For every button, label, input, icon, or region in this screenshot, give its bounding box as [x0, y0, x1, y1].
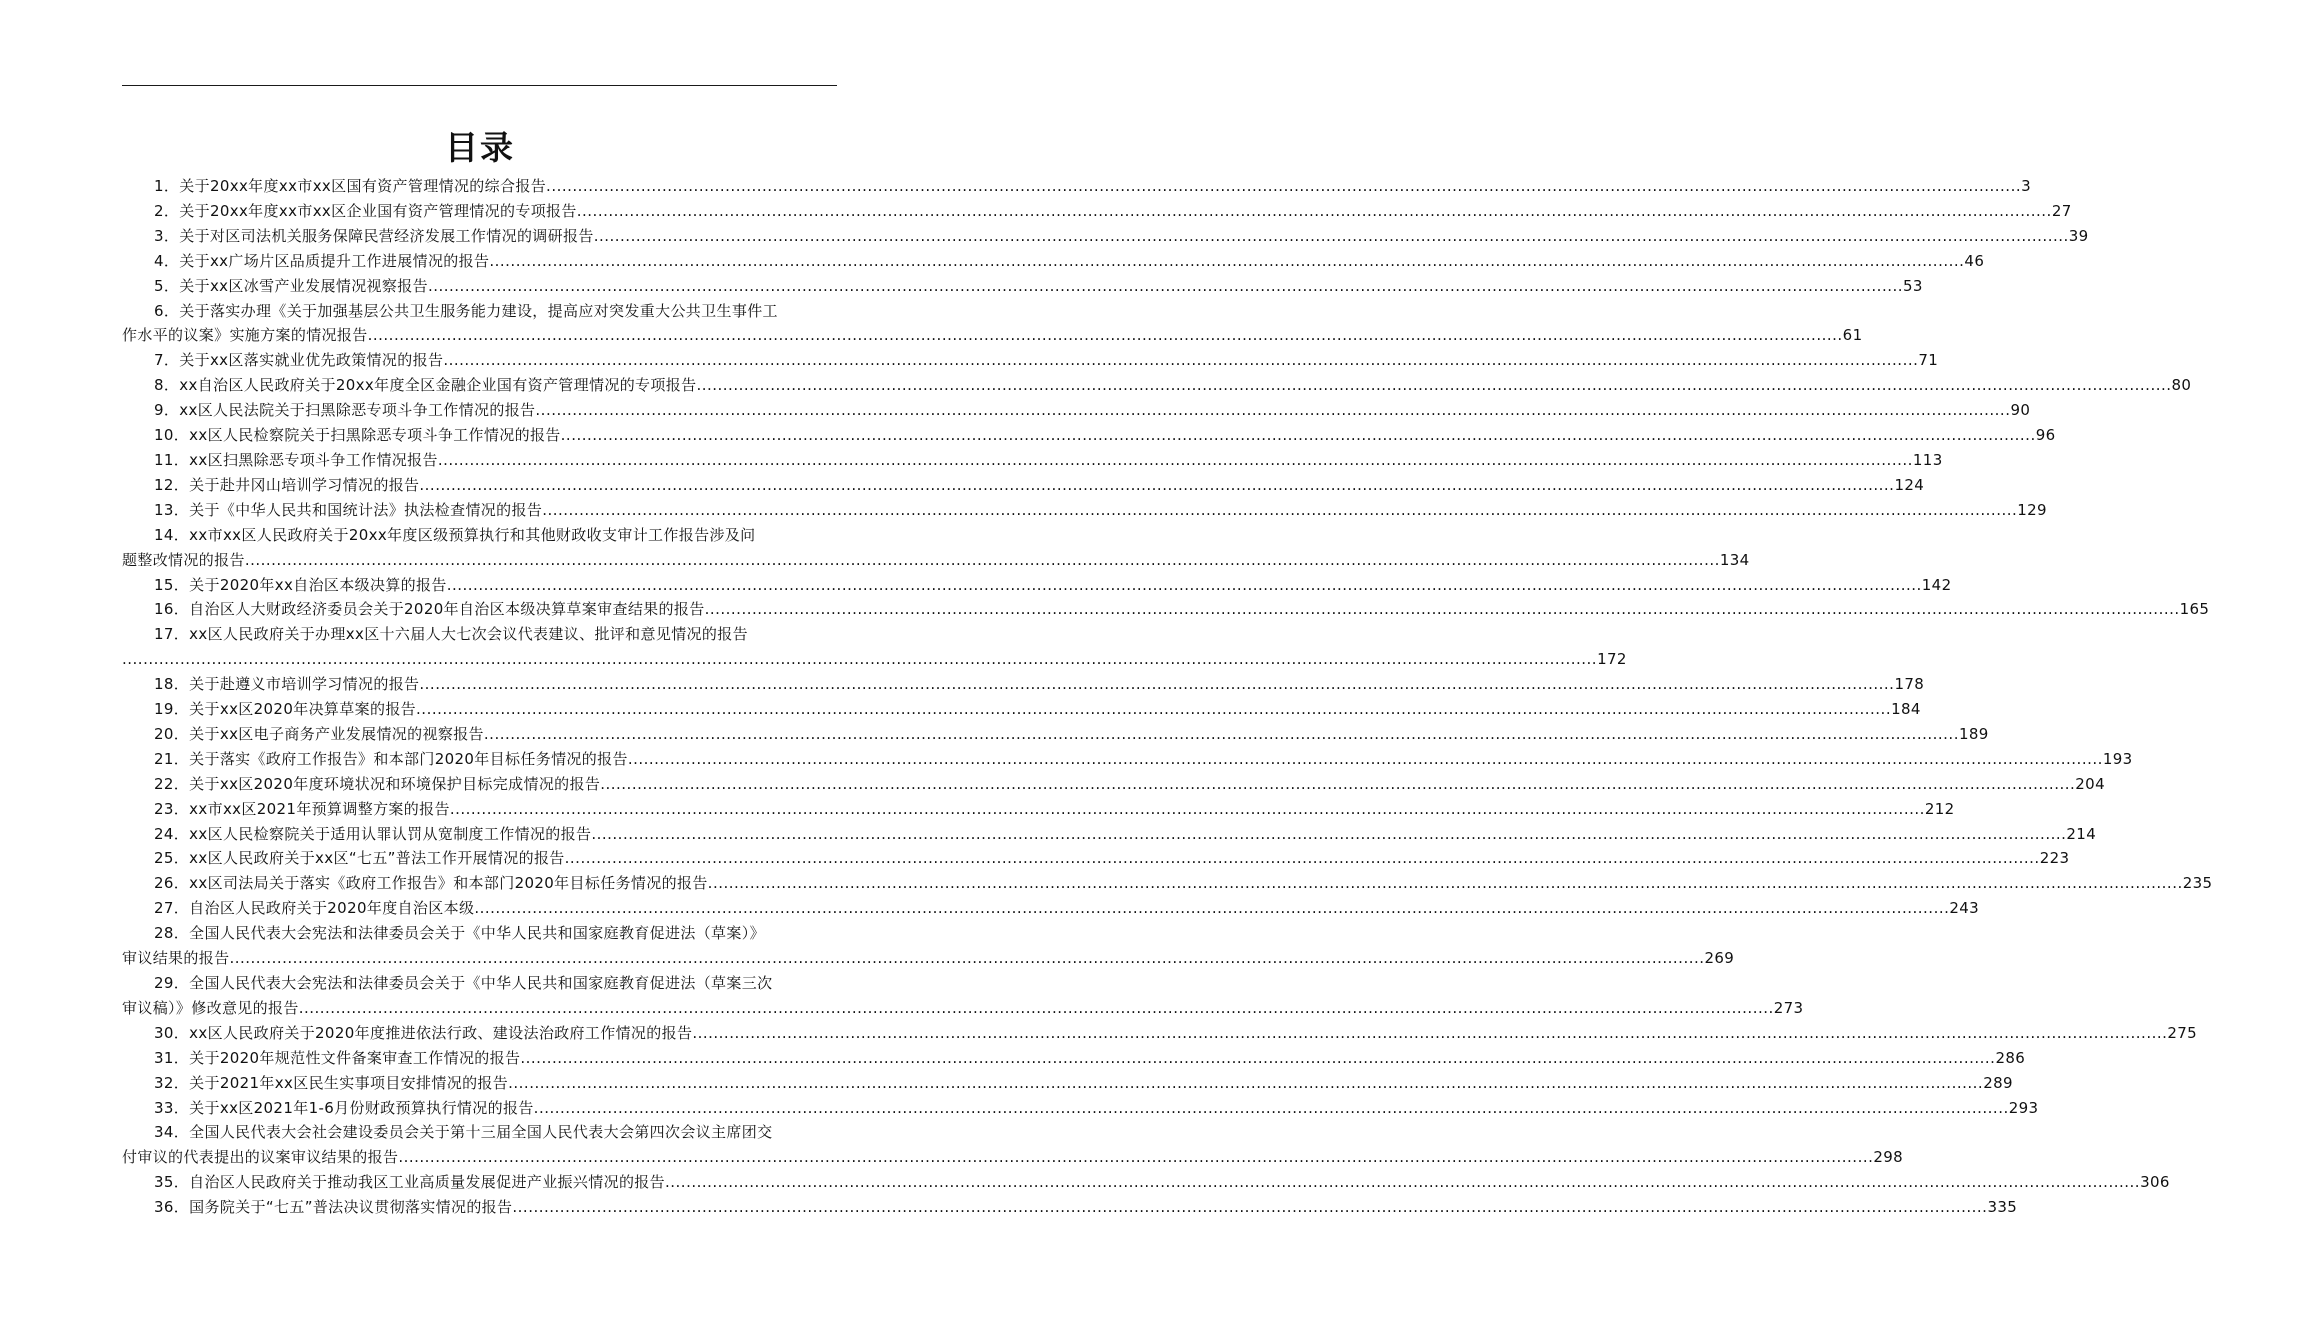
toc-page-number: 165 [2179, 600, 2210, 619]
dot-leader [508, 1074, 1983, 1092]
toc-page-number: 214 [2066, 824, 2097, 843]
toc-page-number: 184 [1891, 700, 1921, 719]
dot-leader [450, 800, 1925, 818]
toc-entry-title: 16．自治区人大财政经济委员会关于2020年自治区本级决算草案审查结果的报告 [154, 600, 705, 619]
toc-entry-title-cont: 审议稿）》修改意见的报告 [122, 998, 299, 1017]
toc-entry[interactable] [122, 498, 2047, 523]
toc-entry-title: 2．关于20xx年度xx市xx区企业国有资产管理情况的专项报告 [154, 201, 577, 220]
toc-page-number: 3 [2021, 177, 2032, 195]
toc-entry[interactable] [122, 274, 1923, 299]
toc-page-number: 223 [2039, 849, 2070, 868]
toc-entry-title: 21．关于落实《政府工作报告》和本部门2020年目标任务情况的报告 [154, 749, 628, 768]
toc-entry[interactable] [122, 448, 1943, 473]
toc-entry[interactable] [122, 672, 1925, 697]
toc-entry-title: 22．关于xx区2020年度环境状况和环境保护目标完成情况的报告 [154, 774, 601, 793]
dot-leader [600, 775, 2075, 793]
toc-entry-title-cont: 付审议的代表提出的议案审议结果的报告 [122, 1148, 399, 1167]
dot-leader [484, 725, 1959, 743]
dot-leader [696, 376, 2171, 394]
toc-entry[interactable] [122, 871, 2213, 896]
toc-page-number: 293 [2008, 1098, 2039, 1117]
dot-leader [416, 700, 1891, 718]
toc-entry[interactable] [122, 697, 1921, 722]
toc-entry[interactable] [122, 299, 1863, 349]
dot-leader [542, 501, 2017, 519]
dot-leader [535, 401, 2010, 419]
toc-entry[interactable] [122, 1071, 2013, 1096]
dot-leader [398, 1148, 1873, 1166]
toc-entry-title: 29．全国人民代表大会宪法和法律委员会关于《中华人民共和国家庭教育促进法（草案三次 [154, 974, 773, 992]
dot-leader [438, 451, 1913, 469]
toc-entry[interactable] [122, 822, 2097, 847]
toc-page-number: 71 [1918, 351, 1939, 370]
toc-page-number: 129 [2017, 500, 2047, 519]
toc-entry-title: 8．xx自治区人民政府关于20xx年度全区金融企业国有资产管理情况的专项报告 [154, 376, 697, 395]
toc-entry[interactable] [122, 573, 1952, 598]
toc-page-number: 80 [2171, 376, 2192, 395]
toc-entry-title: 6．关于落实办理《关于加强基层公共卫生服务能力建设，提高应对突发重大公共卫生事件工 [154, 301, 778, 320]
toc-entry-title: 19．关于xx区2020年决算草案的报告 [154, 700, 417, 719]
toc-entry-title: 13．关于《中华人民共和国统计法》执法检查情况的报告 [154, 500, 543, 519]
dot-leader [299, 999, 1774, 1017]
toc-entry-title: 27．自治区人民政府关于2020年度自治区本级 [154, 899, 475, 918]
toc-page-number: 134 [1719, 550, 1750, 569]
toc-entry[interactable] [122, 249, 1985, 274]
toc-entry-title: 1．关于20xx年度xx市xx区国有资产管理情况的综合报告 [154, 177, 547, 195]
toc-entry[interactable] [122, 473, 1925, 498]
toc-entry-title: 34．全国人民代表大会社会建设委员会关于第十三届全国人民代表大会第四次会议主席团交 [154, 1123, 773, 1142]
toc-page-number: 96 [2035, 426, 2056, 445]
toc-entry-title: 5．关于xx区冰雪产业发展情况视察报告 [154, 276, 428, 295]
toc-entry-title: 32．关于2021年xx区民生实事项目安排情况的报告 [154, 1073, 509, 1092]
dot-leader [534, 1099, 2009, 1117]
toc-page-number: 90 [2010, 401, 2031, 420]
toc-page-number: 335 [1987, 1198, 2018, 1217]
toc-entry-title-cont: 审议结果的报告 [122, 949, 230, 968]
toc-entry-title: 7．关于xx区落实就业优先政策情况的报告 [154, 351, 444, 370]
toc-entry[interactable] [122, 348, 1939, 373]
dot-leader [520, 1049, 1995, 1067]
toc-entry[interactable] [122, 1021, 2198, 1046]
dot-leader [708, 874, 2183, 892]
toc-page-number: 204 [2075, 774, 2105, 793]
toc-entry[interactable] [122, 747, 2133, 772]
toc-entry[interactable] [122, 398, 2031, 423]
toc-page-number: 27 [2051, 201, 2072, 220]
toc-entry-title-cont: 作水平的议案》实施方案的情况报告 [122, 326, 368, 345]
dot-leader [419, 476, 1894, 494]
dot-leader [489, 252, 1964, 270]
toc-page-number: 269 [1704, 949, 1735, 968]
toc-entry[interactable] [122, 722, 1989, 747]
toc-entry-title: 15．关于2020年xx自治区本级决算的报告 [154, 575, 447, 594]
toc-entry-title: 25．xx区人民政府关于xx区“七五”普法工作开展情况的报告 [154, 849, 565, 868]
toc-entry[interactable] [122, 1046, 2026, 1071]
toc-entry[interactable] [122, 1170, 2170, 1195]
toc-page-number: 142 [1921, 575, 1952, 594]
toc-entry-title: 18．关于赴遵义市培训学习情况的报告 [154, 675, 420, 694]
toc-entry[interactable] [122, 199, 2072, 224]
toc-page-number: 124 [1894, 475, 1925, 494]
toc-entry-title: 24．xx区人民检察院关于适用认罪认罚从宽制度工作情况的报告 [154, 824, 592, 843]
toc-entry-title: 35．自治区人民政府关于推动我区工业高质量发展促进产业振兴情况的报告 [154, 1173, 665, 1192]
toc-page-number: 61 [1842, 326, 1863, 345]
toc-page-number: 53 [1903, 276, 1923, 295]
dot-leader [428, 277, 1903, 295]
dot-leader [665, 1173, 2140, 1191]
toc-entry-title: 28．全国人民代表大会宪法和法律委员会关于《中华人民共和国家庭教育促进法（草案）》 [154, 924, 765, 943]
dot-leader [122, 650, 1597, 668]
toc-entry-title: 36．国务院关于“七五”普法决议贯彻落实情况的报告 [154, 1198, 513, 1217]
toc-entry[interactable] [122, 797, 1955, 822]
toc-page-number: 193 [2102, 749, 2133, 768]
dot-leader [368, 326, 1843, 344]
toc-entry-title: 11．xx区扫黑除恶专项斗争工作情况报告 [154, 450, 438, 469]
toc-page-number: 289 [1983, 1073, 2013, 1092]
toc-entry[interactable] [122, 1195, 2018, 1220]
toc-entry[interactable] [122, 1096, 2039, 1121]
toc-list [122, 174, 2213, 1220]
toc-page-number: 286 [1995, 1048, 2026, 1067]
toc-entry-title: 20．关于xx区电子商务产业发展情况的视察报告 [154, 724, 484, 743]
toc-entry-title: 33．关于xx区2021年1-6月份财政预算执行情况的报告 [154, 1098, 534, 1117]
toc-page-number: 212 [1924, 799, 1955, 818]
toc-entry[interactable] [122, 174, 2032, 199]
toc-entry-title: 3．关于对区司法机关服务保障民营经济发展工作情况的调研报告 [154, 226, 594, 245]
dot-leader [591, 825, 2066, 843]
dot-leader [474, 899, 1949, 917]
dot-leader [419, 675, 1894, 693]
dot-leader [577, 202, 2052, 220]
dot-leader [245, 551, 1720, 569]
toc-entry[interactable] [122, 523, 1750, 573]
toc-entry-title: 31．关于2020年规范性文件备案审查工作情况的报告 [154, 1048, 521, 1067]
toc-page-number: 275 [2167, 1023, 2198, 1042]
toc-page-number: 273 [1773, 998, 1804, 1017]
toc-entry[interactable] [122, 373, 2192, 398]
dot-leader [565, 849, 2040, 867]
dot-leader [443, 351, 1918, 369]
dot-leader [546, 177, 2021, 195]
toc-page-number: 172 [1597, 650, 1627, 669]
toc-entry-title-cont: 题整改情况的报告 [122, 550, 245, 569]
toc-page-number: 113 [1912, 450, 1943, 469]
toc-entry[interactable] [122, 896, 1980, 921]
toc-page-number: 243 [1949, 899, 1980, 918]
toc-entry[interactable] [122, 224, 2089, 249]
dot-leader [512, 1198, 1987, 1216]
toc-page-number: 39 [2068, 226, 2089, 245]
toc-entry[interactable] [122, 597, 2210, 622]
toc-entry-title: 4．关于xx广场片区品质提升工作进展情况的报告 [154, 251, 490, 270]
toc-entry[interactable] [122, 971, 1804, 1021]
toc-entry-title: 17．xx区人民政府关于办理xx区十六届人大七次会议代表建议、批评和意见情况的报告 [154, 625, 748, 644]
toc-entry-title: 23．xx市xx区2021年预算调整方案的报告 [154, 799, 450, 818]
header-rule [122, 85, 837, 86]
dot-leader [628, 750, 2103, 768]
toc-page-number: 178 [1894, 675, 1925, 694]
dot-leader [229, 949, 1704, 967]
dot-leader [447, 576, 1922, 594]
toc-page-number: 235 [2182, 874, 2213, 893]
toc-entry[interactable] [122, 423, 2056, 448]
toc-entry-title: 9．xx区人民法院关于扫黑除恶专项斗争工作情况的报告 [154, 401, 536, 420]
toc-page-number: 298 [1873, 1148, 1904, 1167]
toc-page-number: 46 [1964, 251, 1985, 270]
toc-entry-title: 30．xx区人民政府关于2020年度推进依法行政、建设法治政府工作情况的报告 [154, 1023, 693, 1042]
toc-entry[interactable] [122, 1120, 1904, 1170]
dot-leader [594, 227, 2069, 245]
dot-leader [561, 426, 2036, 444]
toc-title: 目录 [445, 128, 515, 167]
toc-entry-title: 14．xx市xx区人民政府关于20xx年度区级预算执行和其他财政收支审计工作报告涉及问 [154, 525, 756, 544]
toc-page-number: 189 [1958, 724, 1989, 743]
toc-entry-title: 26．xx区司法局关于落实《政府工作报告》和本部门2020年目标任务情况的报告 [154, 874, 708, 893]
toc-page-number: 306 [2140, 1173, 2170, 1192]
toc-entry-title: 10．xx区人民检察院关于扫黑除恶专项斗争工作情况的报告 [154, 426, 561, 445]
toc-entry[interactable] [122, 846, 2070, 871]
toc-entry[interactable] [122, 921, 1735, 971]
toc-entry[interactable] [122, 772, 2105, 797]
dot-leader [692, 1024, 2167, 1042]
dot-leader [705, 600, 2180, 618]
toc-entry[interactable] [122, 622, 1627, 672]
toc-entry-title: 12．关于赴井冈山培训学习情况的报告 [154, 475, 420, 494]
